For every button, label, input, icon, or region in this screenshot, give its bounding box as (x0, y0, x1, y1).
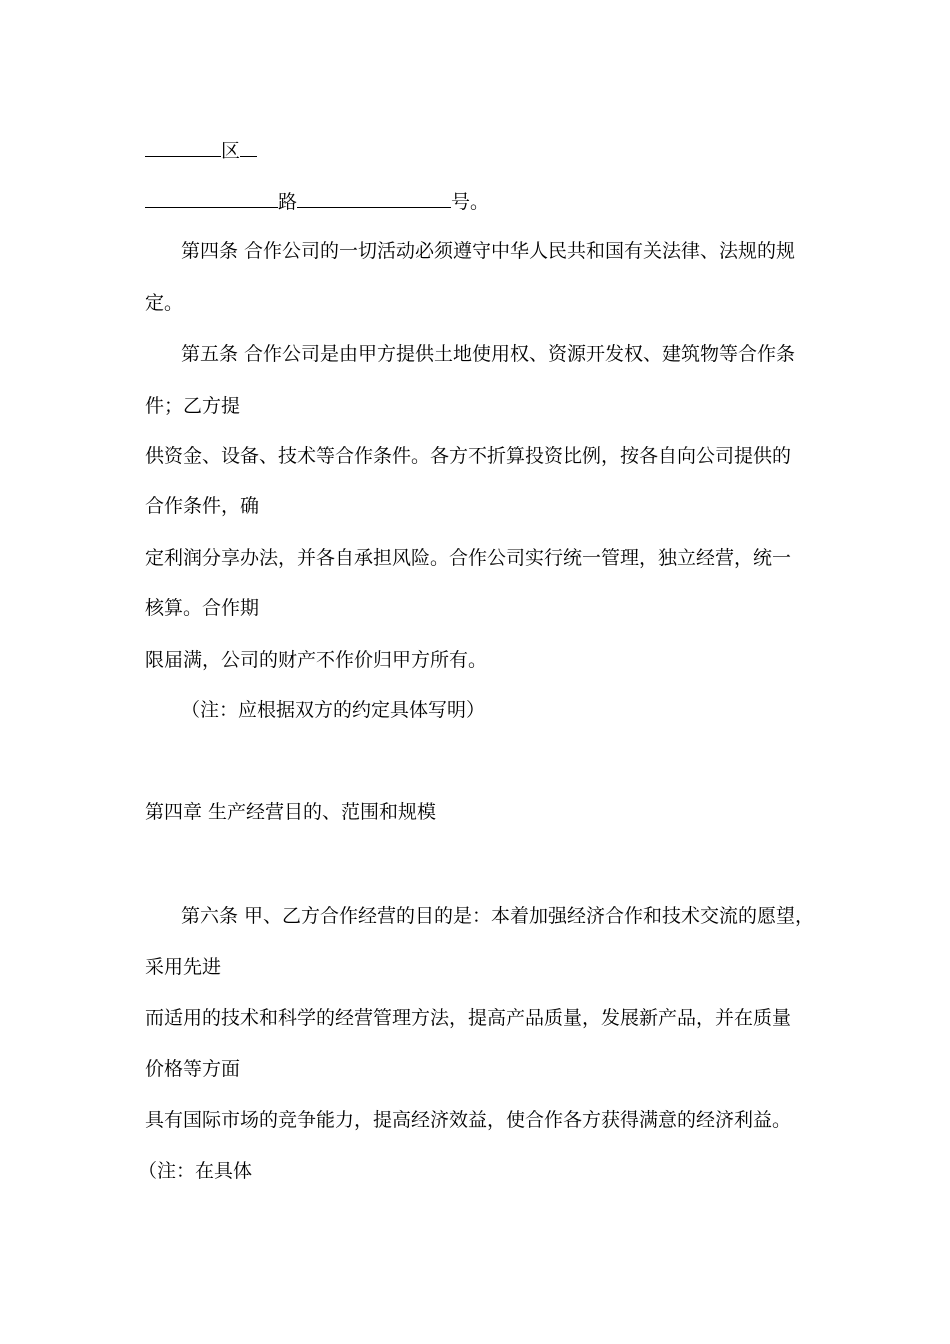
chapter-4-heading: 第四章 生产经营目的、范围和规模 (145, 801, 437, 823)
blank-underline (297, 189, 451, 208)
article-5-line-1: 第五条 合作公司是由甲方提供土地使用权、资源开发权、建筑物等合作条 (181, 343, 796, 365)
article-4-line-2: 定。 (145, 292, 184, 314)
address-district-line (145, 138, 257, 163)
article-5-line-7: 限届满，公司的财产不作价归甲方所有。 (145, 649, 488, 671)
article-5-note: （注：应根据双方的约定具体写明） (181, 699, 486, 721)
article-6-note: （注：在具体 (138, 1160, 253, 1182)
blank-underline (240, 138, 257, 157)
road-label: 路 (278, 191, 298, 213)
blank-underline (145, 189, 278, 208)
article-6-line-4: 价格等方面 (145, 1058, 241, 1080)
address-road-line (145, 189, 489, 214)
article-5-line-4: 合作条件，确 (145, 495, 260, 517)
article-6-line-5: 具有国际市场的竞争能力，提高经济效益，使合作各方获得满意的经济利益。 (145, 1109, 792, 1131)
article-5-line-3: 供资金、设备、技术等合作条件。各方不折算投资比例，按各自向公司提供的 (145, 445, 792, 467)
number-label: 号。 (451, 191, 490, 213)
article-6-line-1: 第六条 甲、乙方合作经营的目的是：本着加强经济合作和技术交流的愿望， (181, 905, 815, 927)
article-6-line-3: 而适用的技术和科学的经营管理方法，提高产品质量，发展新产品，并在质量 (145, 1007, 792, 1029)
article-5-line-6: 核算。合作期 (145, 597, 260, 619)
blank-underline (145, 138, 221, 157)
district-label: 区 (221, 140, 241, 162)
article-6-line-2: 采用先进 (145, 956, 222, 978)
article-5-line-5: 定利润分享办法，并各自承担风险。合作公司实行统一管理，独立经营，统一 (145, 547, 792, 569)
article-5-line-2: 件；乙方提 (145, 395, 241, 417)
article-4-line-1: 第四条 合作公司的一切活动必须遵守中华人民共和国有关法律、法规的规 (181, 240, 796, 262)
